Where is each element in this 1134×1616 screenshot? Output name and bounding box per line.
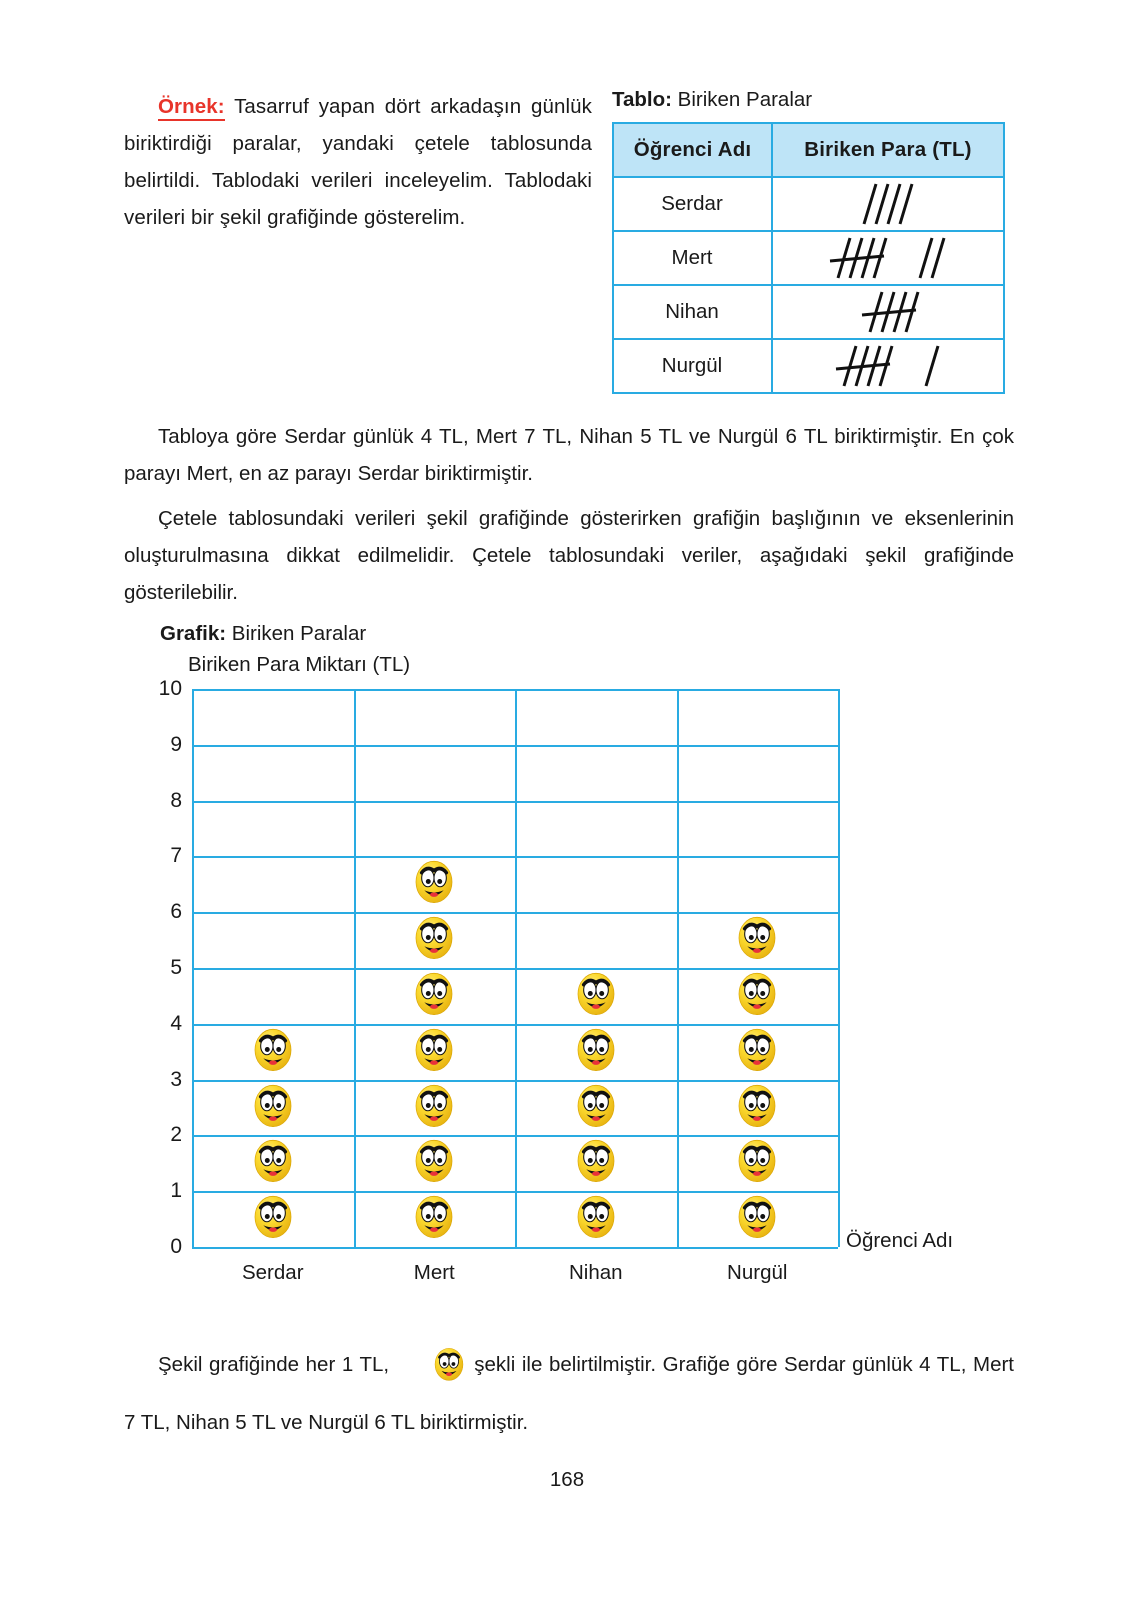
y-axis-line	[192, 689, 194, 1247]
y-axis-tick-label: 7	[170, 844, 182, 868]
cell-student-name: Serdar	[613, 177, 772, 231]
y-axis-tick-label: 9	[170, 732, 182, 756]
cell-tally-marks	[772, 177, 1004, 231]
x-axis-tick-label: Mert	[413, 1261, 455, 1284]
pictograph-icon	[574, 969, 618, 1023]
pictograph-icon	[574, 1080, 618, 1134]
tally-table-block	[612, 88, 1012, 394]
tally-marks-1	[918, 342, 946, 390]
smiley-face-icon	[574, 969, 618, 1018]
table-caption	[612, 88, 1012, 112]
pictograph-icon	[412, 969, 456, 1023]
pictograph-icon	[574, 1192, 618, 1246]
y-axis-tick-label: 0	[170, 1235, 182, 1258]
y-axis-ticks	[124, 677, 182, 1258]
smiley-face-icon	[251, 1136, 295, 1185]
gridline-vertical	[354, 689, 356, 1247]
gridline-vertical	[515, 689, 517, 1247]
tally-table	[612, 122, 1005, 394]
y-axis-tick-label: 5	[170, 956, 182, 979]
pictograph-icon	[412, 1136, 456, 1190]
plot-area	[124, 677, 1024, 1284]
cell-student-name: Nihan	[613, 285, 772, 339]
x-axis-tick-label: Nihan	[568, 1261, 623, 1284]
pictograph-icon	[735, 913, 779, 967]
tally-table-body	[613, 177, 1004, 393]
pictograph-icon	[412, 1025, 456, 1079]
pictograph-icon	[574, 1025, 618, 1079]
tally-marks-4	[856, 180, 920, 228]
paragraph-findings-text: Tabloya göre Serdar günlük 4 TL, Mert 7 TL, Nihan 5 TL ve Nurgül 6 TL biriktirmiştir. En çok parayı Mert, en az parayı Serdar biriktirmiştir.	[124, 425, 1014, 485]
smiley-face-icon	[574, 1025, 618, 1074]
cell-tally-marks	[772, 231, 1004, 285]
pictograph-icon	[251, 1192, 295, 1246]
x-axis-title: Öğrenci Adı	[846, 1229, 954, 1252]
smiley-face-icon	[412, 1192, 456, 1241]
smiley-face-icon	[412, 1080, 456, 1129]
smiley-face-icon	[251, 1192, 295, 1241]
smiley-face-icon	[251, 1025, 295, 1074]
pictograph-icon	[735, 1136, 779, 1190]
tally-group-of-five	[824, 234, 888, 282]
example-text: Tasarruf yapan dört arkadaşın günlük biriktirdiği paralar, yandaki çetele tablosunda belirtildi. Tablodaki verileri inceleyelim. Tablodaki verileri bir şekil grafiğinde gösterelim.	[124, 95, 592, 229]
table-row	[613, 177, 1004, 231]
smiley-face-icon	[412, 1136, 456, 1185]
pictograph-icon	[735, 1025, 779, 1079]
pictograph-icon	[412, 1080, 456, 1134]
table-row	[613, 285, 1004, 339]
cell-student-name: Mert	[613, 231, 772, 285]
smiley-face-icon	[412, 857, 456, 906]
smiley-face-icon	[735, 913, 779, 962]
example-paragraph	[124, 88, 592, 236]
pictograph-icon	[574, 1136, 618, 1190]
smiley-face-icon	[574, 1080, 618, 1129]
smiley-face-icon	[735, 969, 779, 1018]
x-axis-tick-label: Nurgül	[727, 1261, 788, 1284]
pictograph-icon	[412, 857, 456, 911]
closing-paragraph	[124, 1342, 1014, 1446]
table-caption-text: Biriken Paralar	[671, 88, 813, 111]
example-label: Örnek:	[158, 95, 225, 121]
gridline-vertical	[838, 689, 840, 1247]
smiley-face-icon	[735, 1192, 779, 1241]
paragraph-instructions-text: Çetele tablosundaki verileri şekil grafiğinde gösterirken grafiğin başlığının ve eksenlerinin oluşturulmasına dikkat edilmelidir. Çetele tablosundaki veriler, aşağıdaki şekil grafiğinde gösterilebilir.	[124, 507, 1014, 604]
paragraph-findings	[124, 418, 1014, 492]
smiley-face-icon	[735, 1025, 779, 1074]
smiley-face-icon	[251, 1080, 295, 1129]
tally-group-of-five	[856, 288, 920, 336]
paragraph-instructions	[124, 500, 1014, 611]
cell-tally-marks	[772, 285, 1004, 339]
smiley-face-icon	[412, 1025, 456, 1074]
tally-marks-2	[912, 234, 952, 282]
closing-text-part1: Şekil grafiğinde her 1 TL,	[158, 1353, 396, 1376]
smiley-face-icon	[735, 1080, 779, 1129]
x-axis-line	[192, 1247, 838, 1249]
pictograph-icon	[251, 1080, 295, 1134]
y-axis-tick-label: 3	[170, 1067, 182, 1091]
pictograph-icon	[251, 1025, 295, 1079]
pictograph-icon	[412, 1192, 456, 1246]
table-caption-label: Tablo:	[612, 88, 672, 111]
smiley-face-icon	[432, 1345, 466, 1383]
pictograph-icon	[251, 1136, 295, 1190]
cell-student-name: Nurgül	[613, 339, 772, 393]
y-axis-tick-label: 1	[170, 1179, 182, 1203]
chart-caption-label: Grafik:	[160, 622, 227, 645]
pictograph-icon	[412, 913, 456, 967]
column-header-saved-money: Biriken Para (TL)	[772, 123, 1004, 177]
smiley-face-icon	[574, 1192, 618, 1241]
cell-tally-marks	[772, 339, 1004, 393]
closing-text-part2: şekli ile belirtilmiştir. Grafiğe göre Serdar günlük 4 TL, Mert 7 TL, Nihan 5 TL ve Nurgül 6 TL biriktirmiştir.	[124, 1353, 1014, 1434]
y-axis-tick-label: 10	[158, 677, 182, 700]
table-header-row	[613, 123, 1004, 177]
y-axis-tick-label: 8	[170, 788, 182, 812]
smiley-face-icon	[574, 1136, 618, 1185]
table-row	[613, 231, 1004, 285]
tally-group-of-five	[830, 342, 894, 390]
column-header-student-name: Öğrenci Adı	[613, 123, 772, 177]
intro-and-table-row	[124, 88, 1014, 394]
chart-caption-text: Biriken Paralar	[226, 622, 367, 645]
pictograph-block	[124, 622, 1024, 1284]
x-axis-tick-label: Serdar	[241, 1261, 304, 1284]
y-axis-title: Biriken Para Miktarı (TL)	[188, 653, 411, 676]
pictograph-icon	[735, 1080, 779, 1134]
smiley-face-icon	[398, 1345, 466, 1400]
gridline-vertical	[677, 689, 679, 1247]
table-row	[613, 339, 1004, 393]
smiley-face-icon	[735, 1136, 779, 1185]
pictograph-icon	[735, 969, 779, 1023]
y-axis-tick-label: 2	[170, 1123, 182, 1147]
chart-caption	[160, 622, 1024, 646]
smiley-face-icon	[412, 913, 456, 962]
y-axis-tick-label: 6	[170, 900, 182, 924]
pictograph-icon	[735, 1192, 779, 1246]
smiley-face-icon	[412, 969, 456, 1018]
y-axis-tick-label: 4	[170, 1011, 182, 1035]
page-number: 168	[549, 1468, 585, 1491]
